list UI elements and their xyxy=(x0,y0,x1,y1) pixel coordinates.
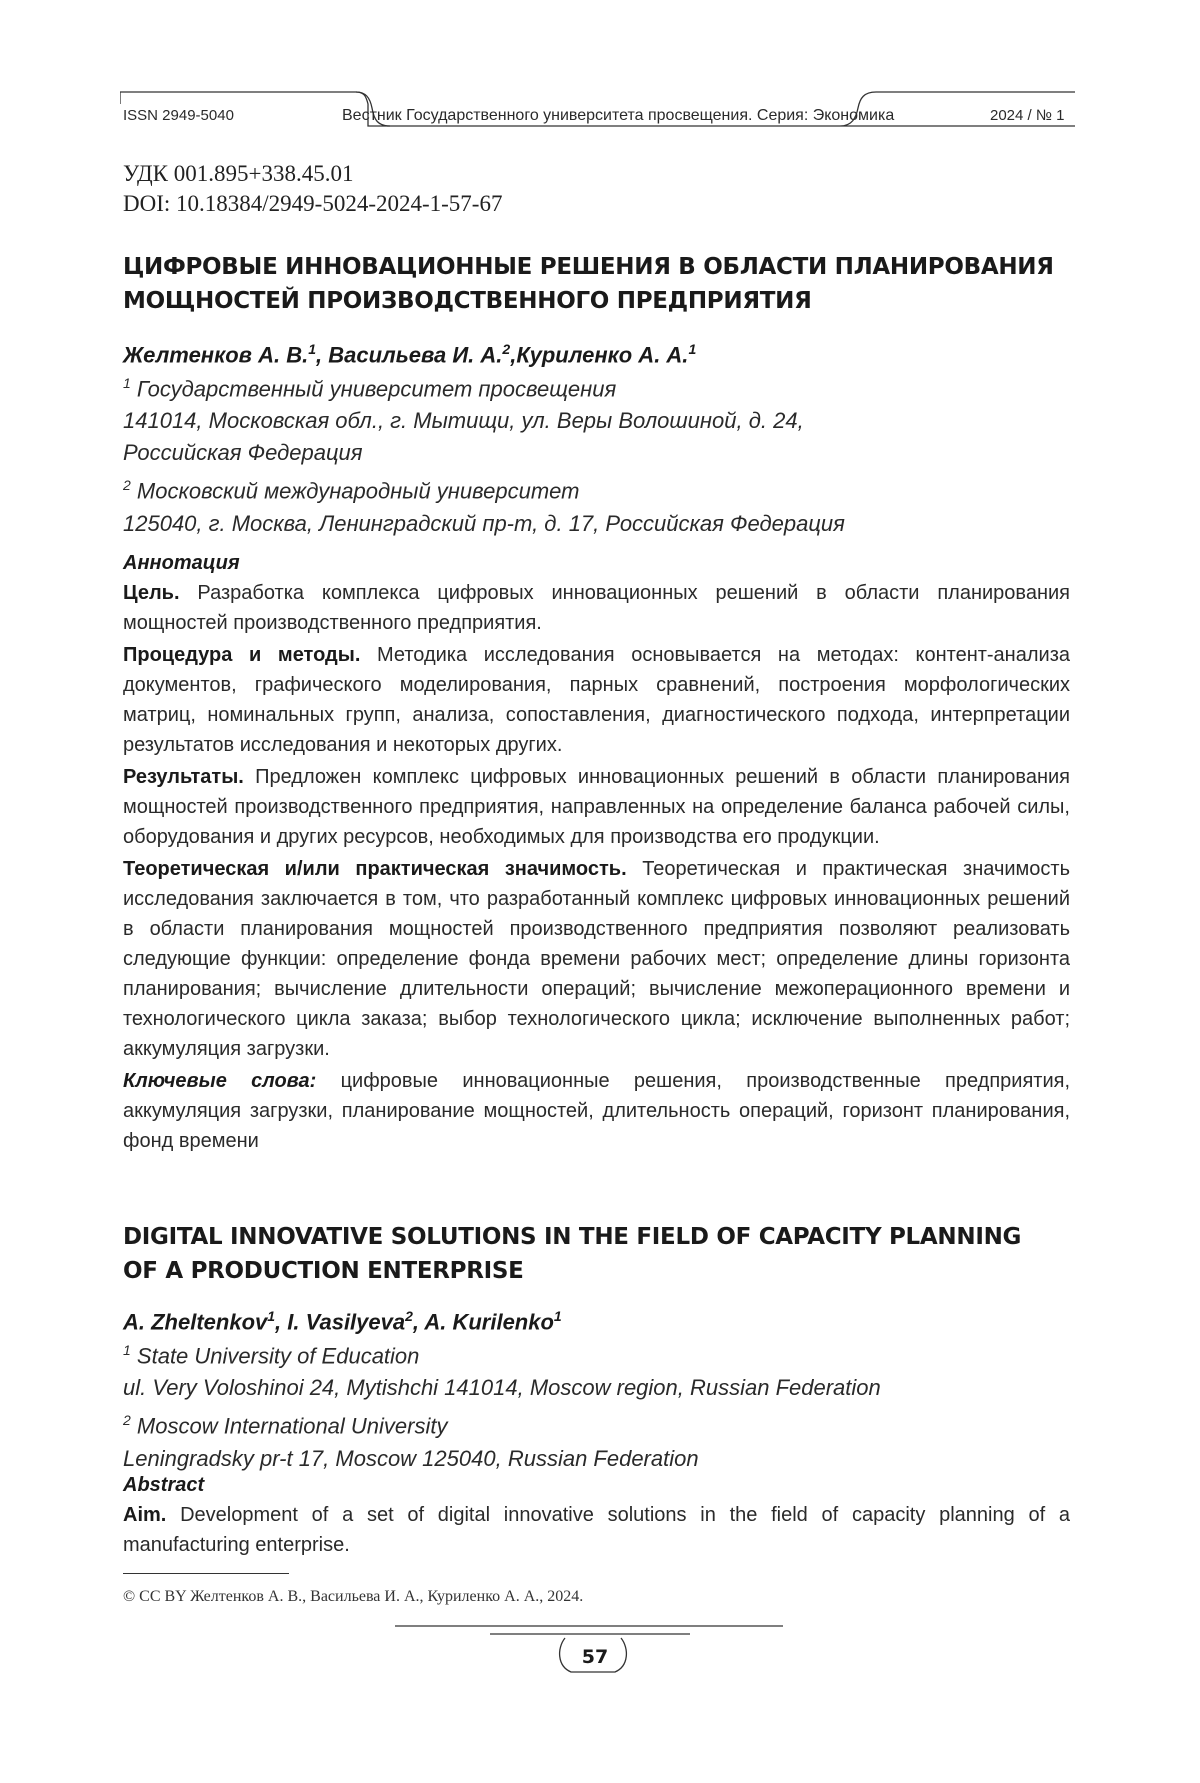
header-issn: ISSN 2949-5040 xyxy=(123,107,234,124)
paragraph-text: Разработка комплекса цифровых инновационных решений в области планирования мощностей производственного предприятия. xyxy=(123,582,1070,634)
author-separator: , xyxy=(275,1309,288,1335)
affiliation-line xyxy=(123,1372,1083,1404)
authors-ru xyxy=(123,334,696,370)
author-affiliation-mark: 1 xyxy=(308,341,316,357)
author-name: I. Vasilyeva xyxy=(287,1309,406,1335)
affiliation-text: Московский международный университет xyxy=(136,478,580,504)
affiliation-line xyxy=(123,1404,1083,1442)
paragraph-label: Теоретическая и/или практическая значимость. xyxy=(123,858,627,880)
affiliation-mark: 1 xyxy=(123,375,131,391)
author-separator: , xyxy=(510,342,517,368)
affiliation-mark: 2 xyxy=(123,477,131,494)
paragraph-label: Результаты. xyxy=(123,766,244,788)
title-en xyxy=(123,1220,1083,1288)
affiliations-ru xyxy=(123,367,1083,540)
affiliation-text: 125040, г. Москва, Ленинградский пр-т, д. 17, Российская Федерация xyxy=(123,510,845,536)
abstract-heading-ru: Аннотация xyxy=(123,552,240,574)
affiliation-line xyxy=(123,1334,1083,1372)
affiliation-mark: 2 xyxy=(123,1412,131,1429)
affiliation-line xyxy=(123,437,1083,469)
abstract-paragraph xyxy=(123,640,1070,760)
paragraph-label: Цель. xyxy=(123,582,180,604)
abstract-paragraph xyxy=(123,1500,1070,1560)
title-ru-line1: ЦИФРОВЫЕ ИННОВАЦИОННЫЕ РЕШЕНИЯ В ОБЛАСТИ ПЛАНИРОВАНИЯ xyxy=(123,254,1054,280)
affiliation-text: ul. Very Voloshinoi 24, Mytishchi 141014, Moscow region, Russian Federation xyxy=(123,1375,881,1401)
paragraph-text: Теоретическая и практическая значимость исследования заключается в том, что разработанный комплекс цифровых инновационных решений в области планирования мощностей производственного предприятия позволяют реализовать следующие функции: определение фонда времени рабочих мест; определение длины горизонта планирования; вычисление длительности операций; вычисление межоперационного времени и технологического цикла заказа; выбор технологического цикла; исключение выполненных работ; аккумуляция загрузки. xyxy=(123,858,1070,1060)
paragraph-text: Development of a set of digital innovative solutions in the field of capacity planning of a manufacturing enterprise. xyxy=(123,1504,1070,1556)
abstract-heading-en: Abstract xyxy=(123,1474,205,1496)
author-affiliation-mark: 1 xyxy=(688,341,697,357)
affiliation-text: State University of Education xyxy=(136,1343,420,1369)
affiliation-mark: 1 xyxy=(123,1342,131,1358)
copyright-footnote: © CC BY Желтенков А. В., Васильева И. А., Куриленко А. А., 2024. xyxy=(123,1588,584,1605)
title-en-line1: DIGITAL INNOVATIVE SOLUTIONS IN THE FIELD OF CAPACITY PLANNING xyxy=(123,1224,1022,1250)
affiliation-text: Российская Федерация xyxy=(123,440,363,466)
page-number: 57 xyxy=(581,1646,609,1668)
abstract-en xyxy=(123,1500,1070,1562)
affiliation-text: Leningradsky pr-t 17, Moscow 125040, Russian Federation xyxy=(123,1445,699,1471)
footnote-rule xyxy=(123,1573,289,1574)
affiliation-text: Государственный университет просвещения xyxy=(136,376,617,402)
header-journal: Вестник Государственного университета просвещения. Серия: Экономика xyxy=(342,107,895,124)
author-affiliation-mark: 2 xyxy=(502,341,511,357)
affiliations-en xyxy=(123,1334,1083,1475)
abstract-ru xyxy=(123,578,1070,1158)
doi: DOI: 10.18384/2949-5024-2024-1-57-67 xyxy=(123,191,503,216)
author-name: Желтенков А. В. xyxy=(123,342,309,368)
author-separator: , xyxy=(316,342,329,368)
affiliation-text: 141014, Московская обл., г. Мытищи, ул. Веры Волошиной, д. 24, xyxy=(123,408,804,434)
author-name: Васильева И. А. xyxy=(328,342,503,368)
header-issue: 2024 / № 1 xyxy=(990,107,1065,124)
author-name: A. Kurilenko xyxy=(424,1309,554,1335)
affiliation-line xyxy=(123,405,1083,437)
author-name: A. Zheltenkov xyxy=(123,1309,268,1335)
affiliation-line xyxy=(123,1443,1083,1475)
abstract-paragraph xyxy=(123,854,1070,1064)
author-affiliation-mark: 1 xyxy=(267,1308,276,1324)
paragraph-text: Предложен комплекс цифровых инновационных решений в области планирования мощностей производственного предприятия, направленных на определение баланса рабочей силы, оборудования и других ресурсов, необходимых для производства его продукции. xyxy=(123,766,1070,848)
author-name: Куриленко А. А. xyxy=(516,342,689,368)
authors-en xyxy=(123,1301,562,1337)
abstract-paragraph xyxy=(123,762,1070,852)
affiliation-line xyxy=(123,508,1083,540)
paragraph-text: Методика исследования основывается на методах: контент-анализа документов, графического моделирования, парных сравнений, построения морфологических матриц, номинальных групп, анализа, сопоставления, диагностического подхода, интерпретации результатов исследования и некоторых других. xyxy=(123,644,1070,756)
paragraph-label: Ключевые слова: xyxy=(123,1070,317,1092)
affiliation-line xyxy=(123,367,1083,405)
affiliation-text: Moscow International University xyxy=(136,1413,448,1439)
author-affiliation-mark: 1 xyxy=(553,1308,562,1324)
title-ru-line2: МОЩНОСТЕЙ ПРОИЗВОДСТВЕННОГО ПРЕДПРИЯТИЯ xyxy=(123,288,812,314)
affiliation-line xyxy=(123,469,1083,507)
paragraph-text: цифровые инновационные решения, производственные предприятия, аккумуляция загрузки, планирование мощностей, длительность операций, горизонт планирования, фонд времени xyxy=(123,1070,1071,1152)
paragraph-label: Aim. xyxy=(123,1504,167,1526)
paragraph-label: Процедура и методы. xyxy=(123,644,361,666)
author-separator: , xyxy=(412,1309,425,1335)
author-affiliation-mark: 2 xyxy=(405,1308,413,1324)
title-en-line2: OF A PRODUCTION ENTERPRISE xyxy=(123,1258,524,1284)
title-ru xyxy=(123,250,1083,318)
abstract-paragraph xyxy=(123,1066,1070,1156)
abstract-paragraph xyxy=(123,578,1070,638)
udc-code: УДК 001.895+338.45.01 xyxy=(123,161,354,186)
